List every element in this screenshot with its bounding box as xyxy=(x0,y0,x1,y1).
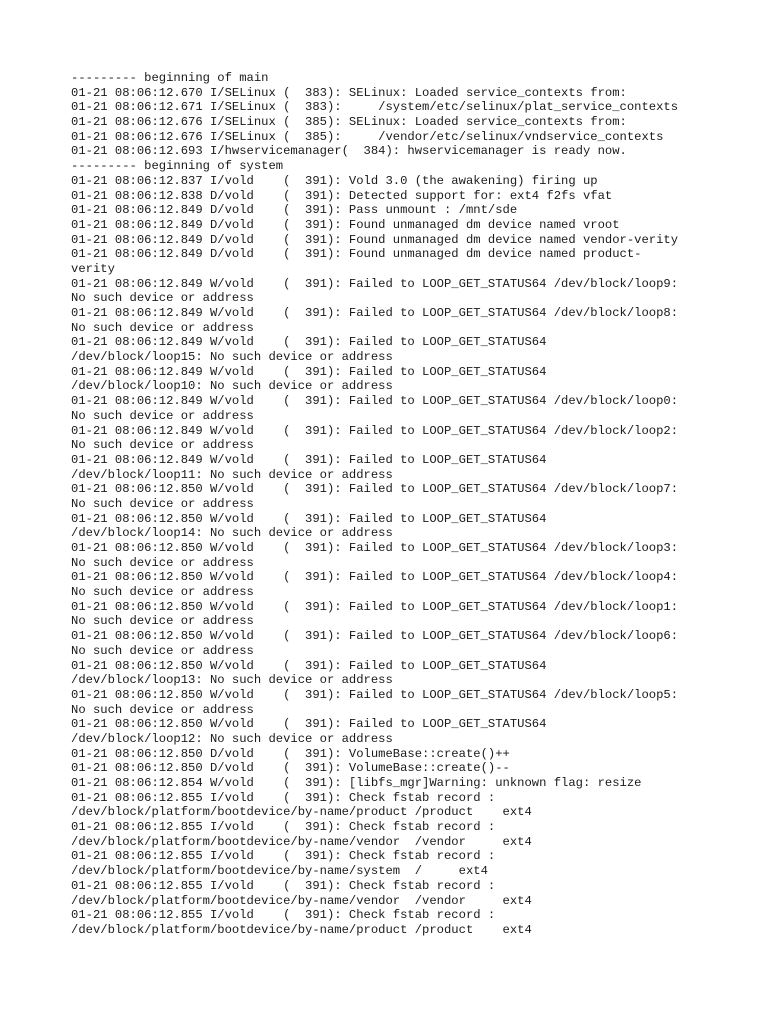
log-line: 01-21 08:06:12.850 W/vold ( 391): Failed to LOOP_GET_STATUS64 xyxy=(71,658,547,673)
log-line: --------- beginning of main xyxy=(71,71,269,85)
log-line: verity xyxy=(71,261,115,276)
log-line: 01-21 08:06:12.849 W/vold ( 391): Failed to LOOP_GET_STATUS64 xyxy=(71,335,547,350)
log-line: 01-21 08:06:12.850 W/vold ( 391): Failed to LOOP_GET_STATUS64 /dev/block/loop3: xyxy=(71,541,679,555)
log-line: 01-21 08:06:12.849 W/vold ( 391): Failed to LOOP_GET_STATUS64 xyxy=(71,452,547,467)
log-line: 01-21 08:06:12.849 W/vold ( 391): Failed to LOOP_GET_STATUS64 /dev/block/loop2: xyxy=(71,423,679,438)
log-line: 01-21 08:06:12.850 W/vold ( 391): Failed to LOOP_GET_STATUS64 /dev/block/loop4: xyxy=(71,570,679,585)
log-line: 01-21 08:06:12.850 D/vold ( 391): VolumeBase::create()++ xyxy=(71,746,510,761)
log-line: 01-21 08:06:12.838 D/vold ( 391): Detected support for: ext4 f2fs vfat xyxy=(71,188,613,203)
log-line: 01-21 08:06:12.849 D/vold ( 391): Found unmanaged dm device named product- xyxy=(71,247,642,262)
log-line: 01-21 08:06:12.849 W/vold ( 391): Failed to LOOP_GET_STATUS64 /dev/block/loop9: xyxy=(71,276,679,291)
log-line: 01-21 08:06:12.855 I/vold ( 391): Check fstab record : xyxy=(71,820,496,835)
log-line: No such device or address xyxy=(71,438,254,453)
log-line: /dev/block/loop15: No such device or address xyxy=(71,350,393,365)
log-line: No such device or address xyxy=(71,555,254,570)
log-line: /dev/block/platform/bootdevice/by-name/system / ext4 xyxy=(71,864,488,879)
log-line: 01-21 08:06:12.849 D/vold ( 391): Pass unmount : /mnt/sde xyxy=(71,203,518,218)
log-line: No such device or address xyxy=(71,320,254,335)
log-line: 01-21 08:06:12.676 I/SELinux ( 385): SELinux: Loaded service_contexts from: xyxy=(71,115,627,130)
log-line: 01-21 08:06:12.849 W/vold ( 391): Failed to LOOP_GET_STATUS64 xyxy=(71,364,547,379)
log-line: /dev/block/loop14: No such device or address xyxy=(71,526,393,541)
log-line: 01-21 08:06:12.693 I/hwservicemanager( 384): hwservicemanager is ready now. xyxy=(71,144,627,159)
log-text xyxy=(71,71,761,938)
log-line: 01-21 08:06:12.855 I/vold ( 391): Check fstab record : xyxy=(71,908,496,923)
log-line: 01-21 08:06:12.850 W/vold ( 391): Failed to LOOP_GET_STATUS64 /dev/block/loop7: xyxy=(71,482,679,497)
log-line: No such device or address xyxy=(71,702,254,717)
log-line: 01-21 08:06:12.850 W/vold ( 391): Failed to LOOP_GET_STATUS64 /dev/block/loop1: xyxy=(71,599,679,614)
log-line: 01-21 08:06:12.849 W/vold ( 391): Failed to LOOP_GET_STATUS64 /dev/block/loop0: xyxy=(71,394,679,409)
log-line: 01-21 08:06:12.849 D/vold ( 391): Found unmanaged dm device named vroot xyxy=(71,217,620,232)
log-line: 01-21 08:06:12.670 I/SELinux ( 383): SELinux: Loaded service_contexts from: xyxy=(71,85,627,100)
log-line: 01-21 08:06:12.850 W/vold ( 391): Failed to LOOP_GET_STATUS64 /dev/block/loop5: xyxy=(71,687,679,702)
log-line: /dev/block/loop13: No such device or address xyxy=(71,673,393,688)
log-line: /dev/block/loop12: No such device or address xyxy=(71,731,393,746)
log-line: --------- beginning of system xyxy=(71,159,284,174)
log-line: 01-21 08:06:12.850 D/vold ( 391): VolumeBase::create()-- xyxy=(71,761,510,776)
log-line: No such device or address xyxy=(71,496,254,511)
log-line: 01-21 08:06:12.676 I/SELinux ( 385): /vendor/etc/selinux/vndservice_contexts xyxy=(71,129,664,144)
log-line: 01-21 08:06:12.850 W/vold ( 391): Failed to LOOP_GET_STATUS64 xyxy=(71,511,547,526)
log-line: 01-21 08:06:12.849 W/vold ( 391): Failed to LOOP_GET_STATUS64 /dev/block/loop8: xyxy=(71,306,679,320)
log-line: No such device or address xyxy=(71,291,254,306)
log-line: No such device or address xyxy=(71,643,254,658)
log-line: /dev/block/platform/bootdevice/by-name/product /product ext4 xyxy=(71,805,532,820)
log-line: /dev/block/loop10: No such device or address xyxy=(71,379,393,394)
log-line: 01-21 08:06:12.671 I/SELinux ( 383): /system/etc/selinux/plat_service_contexts xyxy=(71,100,679,115)
log-line: No such device or address xyxy=(71,585,254,600)
log-line: 01-21 08:06:12.850 W/vold ( 391): Failed to LOOP_GET_STATUS64 /dev/block/loop6: xyxy=(71,629,679,644)
log-line: /dev/block/loop11: No such device or address xyxy=(71,467,393,482)
log-line: 01-21 08:06:12.855 I/vold ( 391): Check fstab record : xyxy=(71,878,496,893)
log-line: /dev/block/platform/bootdevice/by-name/vendor /vendor ext4 xyxy=(71,834,532,849)
log-line: 01-21 08:06:12.855 I/vold ( 391): Check fstab record : xyxy=(71,790,496,805)
log-line: /dev/block/platform/bootdevice/by-name/vendor /vendor ext4 xyxy=(71,893,532,908)
log-line: /dev/block/platform/bootdevice/by-name/product /product ext4 xyxy=(71,922,532,937)
log-line: No such device or address xyxy=(71,614,254,629)
log-line: 01-21 08:06:12.850 W/vold ( 391): Failed to LOOP_GET_STATUS64 xyxy=(71,717,547,732)
log-line: 01-21 08:06:12.837 I/vold ( 391): Vold 3.0 (the awakening) firing up xyxy=(71,173,598,188)
log-line: 01-21 08:06:12.849 D/vold ( 391): Found unmanaged dm device named vendor-verity xyxy=(71,232,679,247)
log-line: 01-21 08:06:12.855 I/vold ( 391): Check fstab record : xyxy=(71,849,496,864)
log-line: No such device or address xyxy=(71,408,254,423)
log-line: 01-21 08:06:12.854 W/vold ( 391): [libfs_mgr]Warning: unknown flag: resize xyxy=(71,776,642,790)
